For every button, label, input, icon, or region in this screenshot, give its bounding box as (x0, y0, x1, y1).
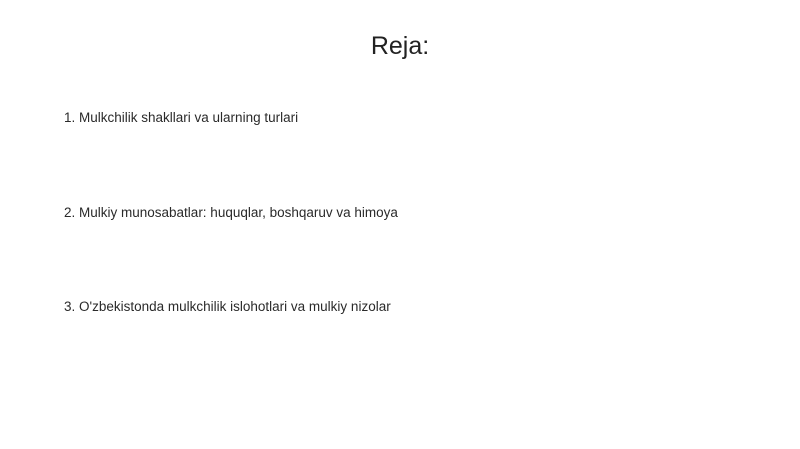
plan-item-1: 1. Mulkchilik shakllari va ularning turlari (64, 110, 299, 125)
slide-title: Reja: (370, 32, 430, 60)
plan-item-3: 3. O'zbekistonda mulkchilik islohotlari va mulkiy nizolar (64, 299, 391, 314)
plan-item-2: 2. Mulkiy munosabatlar: huquqlar, boshqaruv va himoya (64, 205, 398, 220)
